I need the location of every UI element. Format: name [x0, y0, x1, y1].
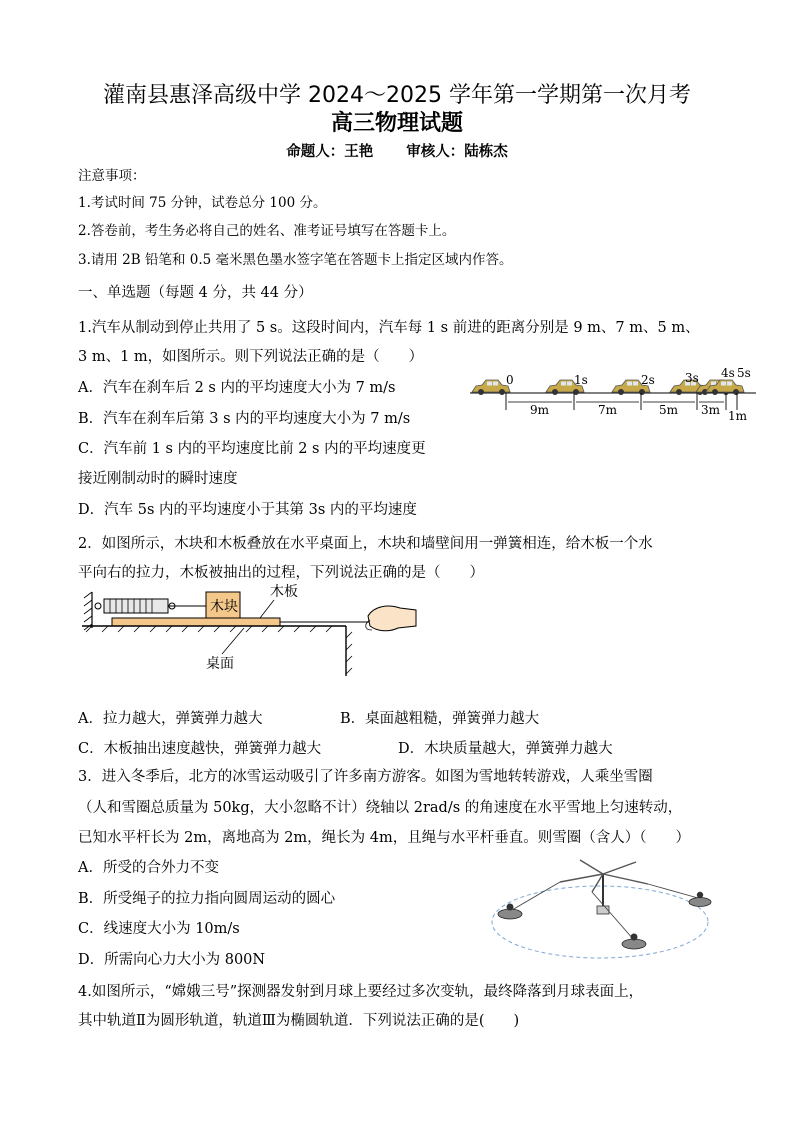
q3-option-d: D．所需向心力大小为 800N [78, 952, 266, 968]
q1-stem-line2: 3 m、1 m，如图所示。则下列说法正确的是（ ） [78, 349, 424, 365]
q1-option-c-line1: C．汽车前 1 s 内的平均速度比前 2 s 内的平均速度更 [78, 441, 426, 457]
distance-label: 7m [598, 403, 618, 417]
distance-label: 9m [530, 403, 550, 417]
q1-option-d: D．汽车 5s 内的平均速度小于其第 3s 内的平均速度 [78, 502, 417, 518]
q1-car-figure [466, 362, 766, 424]
q4-stem-line2: 其中轨道Ⅱ为圆形轨道，轨道Ⅲ为椭圆轨道．下列说法正确的是( ) [78, 1013, 520, 1029]
q3-stem-line3: 已知水平杆长为 2m，离地高为 2m，绳长为 4m，且绳与水平杆垂直。则雪圈（含人）（ ） [78, 830, 690, 846]
q1-option-c-line2: 接近刚制动时的瞬时速度 [78, 471, 238, 487]
board-label: 木板 [270, 584, 298, 600]
authors-line [0, 140, 794, 161]
q1-option-a: A．汽车在刹车后 2 s 内的平均速度大小为 7 m/s [78, 380, 396, 396]
q2-options-row2 [78, 737, 613, 758]
q2-option-a: A．拉力越大，弹簧弹力越大 [78, 711, 263, 727]
q2-spring-figure [82, 580, 422, 680]
q2-options-row1 [78, 707, 539, 728]
time-label: 4s [721, 366, 735, 380]
q1-option-b: B．汽车在刹车后第 3 s 内的平均速度大小为 7 m/s [78, 411, 411, 427]
q2-option-d: D．木块质量越大，弹簧弹力越大 [398, 741, 613, 757]
snow-ring-icon [622, 934, 646, 950]
q3-option-c: C．线速度大小为 10m/s [78, 921, 240, 937]
q3-snow-ring-figure [488, 852, 718, 970]
q3-stem-line2: （人和雪圈总质量为 50kg，大小忽略不计）绕轴以 2rad/s 的角速度在水平雪地上匀速转动， [78, 800, 683, 816]
q3-option-b: B．所受绳子的拉力指向圆周运动的圆心 [78, 891, 336, 907]
distance-label: 5m [659, 403, 679, 417]
time-label: 3s [685, 371, 699, 385]
reviewer: 审核人：陆栋杰 [406, 144, 508, 160]
distance-label: 3m [701, 403, 721, 417]
time-label: 1s [574, 373, 588, 387]
block-label: 木块 [210, 599, 238, 615]
q3-stem-line1: 3．进入冬季后，北方的冰雪运动吸引了许多南方游客。如图为雪地转转游戏，人乘坐雪圈 [78, 769, 653, 785]
exam-title: 高三物理试题 [330, 111, 463, 136]
snow-ring-icon [689, 892, 711, 907]
note-item: 3.请用 2B 铅笔和 0.5 毫米黑色墨水签字笔在答题卡上指定区域内作答。 [78, 252, 513, 268]
table-label: 桌面 [206, 656, 234, 672]
q2-stem-line1: 2．如图所示，木块和木板叠放在水平桌面上，木块和墙壁间用一弹簧相连，给木板一个水 [78, 536, 653, 552]
time-label: 2s [641, 373, 655, 387]
q2-stem-line2: 平向右的拉力，木板被抽出的过程，下列说法正确的是（ ） [78, 565, 484, 581]
author: 命题人：王艳 [286, 144, 374, 160]
note-item: 2.答卷前，考生务必将自己的姓名、准考证号填写在答题卡上。 [78, 223, 456, 239]
note-item: 1.考试时间 75 分钟，试卷总分 100 分。 [78, 195, 327, 211]
section-heading: 一、单选题（每题 4 分，共 44 分） [78, 285, 313, 301]
time-label: 0 [506, 373, 514, 387]
distance-label: 1m [728, 409, 748, 423]
notes-heading: 注意事项： [78, 168, 146, 184]
school-title: 灌南县惠泽高级中学 2024～2025 学年第一学期第一次月考 [103, 83, 691, 108]
q2-option-c: C．木板抽出速度越快，弹簧弹力越大 [78, 741, 322, 757]
q1-stem-line1: 1.汽车从制动到停止共用了 5 s。这段时间内，汽车每 1 s 前进的距离分别是 9 m、7 m、5 m、 [78, 320, 700, 336]
q2-option-b: B．桌面越粗糙，弹簧弹力越大 [340, 711, 540, 727]
hand-icon [368, 606, 416, 631]
time-label: 5s [737, 366, 751, 380]
q3-option-a: A．所受的合外力不变 [78, 860, 219, 876]
q4-stem-line1: 4.如图所示，“嫦娥三号”探测器发射到月球上要经过多次变轨，最终降落到月球表面上， [78, 984, 644, 1000]
